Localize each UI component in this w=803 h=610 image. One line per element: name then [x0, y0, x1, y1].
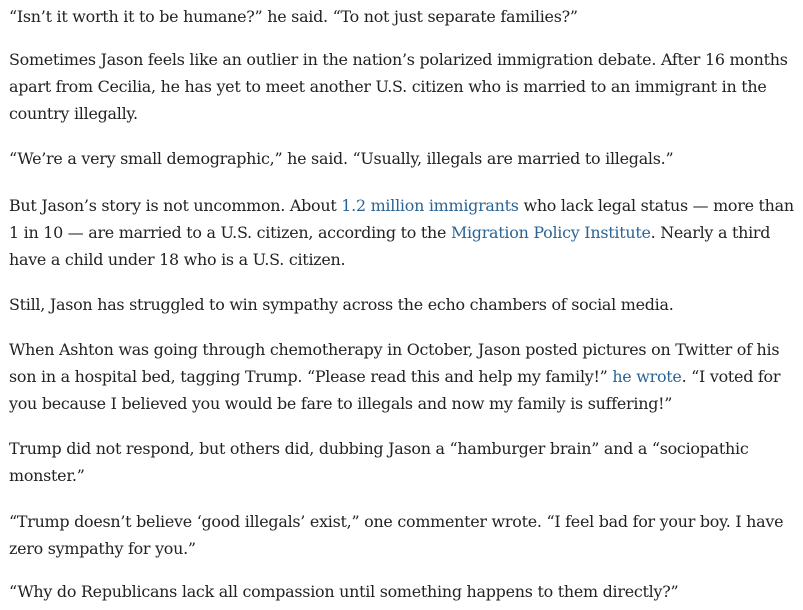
paragraph-text: Still, Jason has struggled to win sympathy across the echo chambers of social media. — [9, 295, 674, 314]
paragraph-text: “Isn’t it worth it to be humane?” he said. “To not just separate families?” — [9, 7, 578, 26]
paragraph-text: . “I voted for you because I believed you would be fare to illegals and now my family is suffering!” — [9, 367, 781, 413]
paragraph-8 — [9, 508, 799, 562]
paragraph-5 — [9, 291, 799, 318]
paragraph-2 — [9, 46, 799, 127]
paragraph-text: “Why do Republicans lack all compassion until something happens to them directly?” — [9, 582, 679, 601]
paragraph-text: “We’re a very small demographic,” he said. “Usually, illegals are married to illegals.” — [9, 149, 674, 168]
paragraph-text: Sometimes Jason feels like an outlier in the nation’s polarized immigration debate. After 16 months apart from Cecilia, he has yet to meet another U.S. citizen who is married to an immigrant in the country illegally. — [9, 50, 788, 123]
paragraph-9 — [9, 578, 799, 605]
link-he-wrote[interactable]: he wrote — [612, 367, 682, 386]
link-1-2-million-immigrants[interactable]: 1.2 million immigrants — [341, 196, 519, 215]
link-migration-policy-institute[interactable]: Migration Policy Institute — [450, 223, 651, 242]
paragraph-6 — [9, 336, 799, 417]
paragraph-text: But Jason’s story is not uncommon. About — [9, 196, 342, 215]
paragraph-4 — [9, 192, 799, 273]
paragraph-text: “Trump doesn’t believe ‘good illegals’ exist,” one commenter wrote. “I feel bad for your boy. I have zero sympathy for you.” — [9, 512, 784, 558]
paragraph-3 — [9, 145, 799, 172]
paragraph-1 — [9, 3, 799, 30]
paragraph-7 — [9, 435, 799, 489]
paragraph-text: who lack legal status — more than 1 in 10 — are married to a U.S. citizen, according to the — [9, 196, 794, 242]
paragraph-text: Trump did not respond, but others did, dubbing Jason a “hamburger brain” and a “sociopathic monster.” — [9, 439, 749, 485]
paragraph-text: When Ashton was going through chemotherapy in October, Jason posted pictures on Twitter of his son in a hospital bed, tagging Trump. “Please read this and help my family!” — [9, 340, 780, 386]
paragraph-text: . Nearly a third have a child under 18 who is a U.S. citizen. — [9, 223, 771, 269]
